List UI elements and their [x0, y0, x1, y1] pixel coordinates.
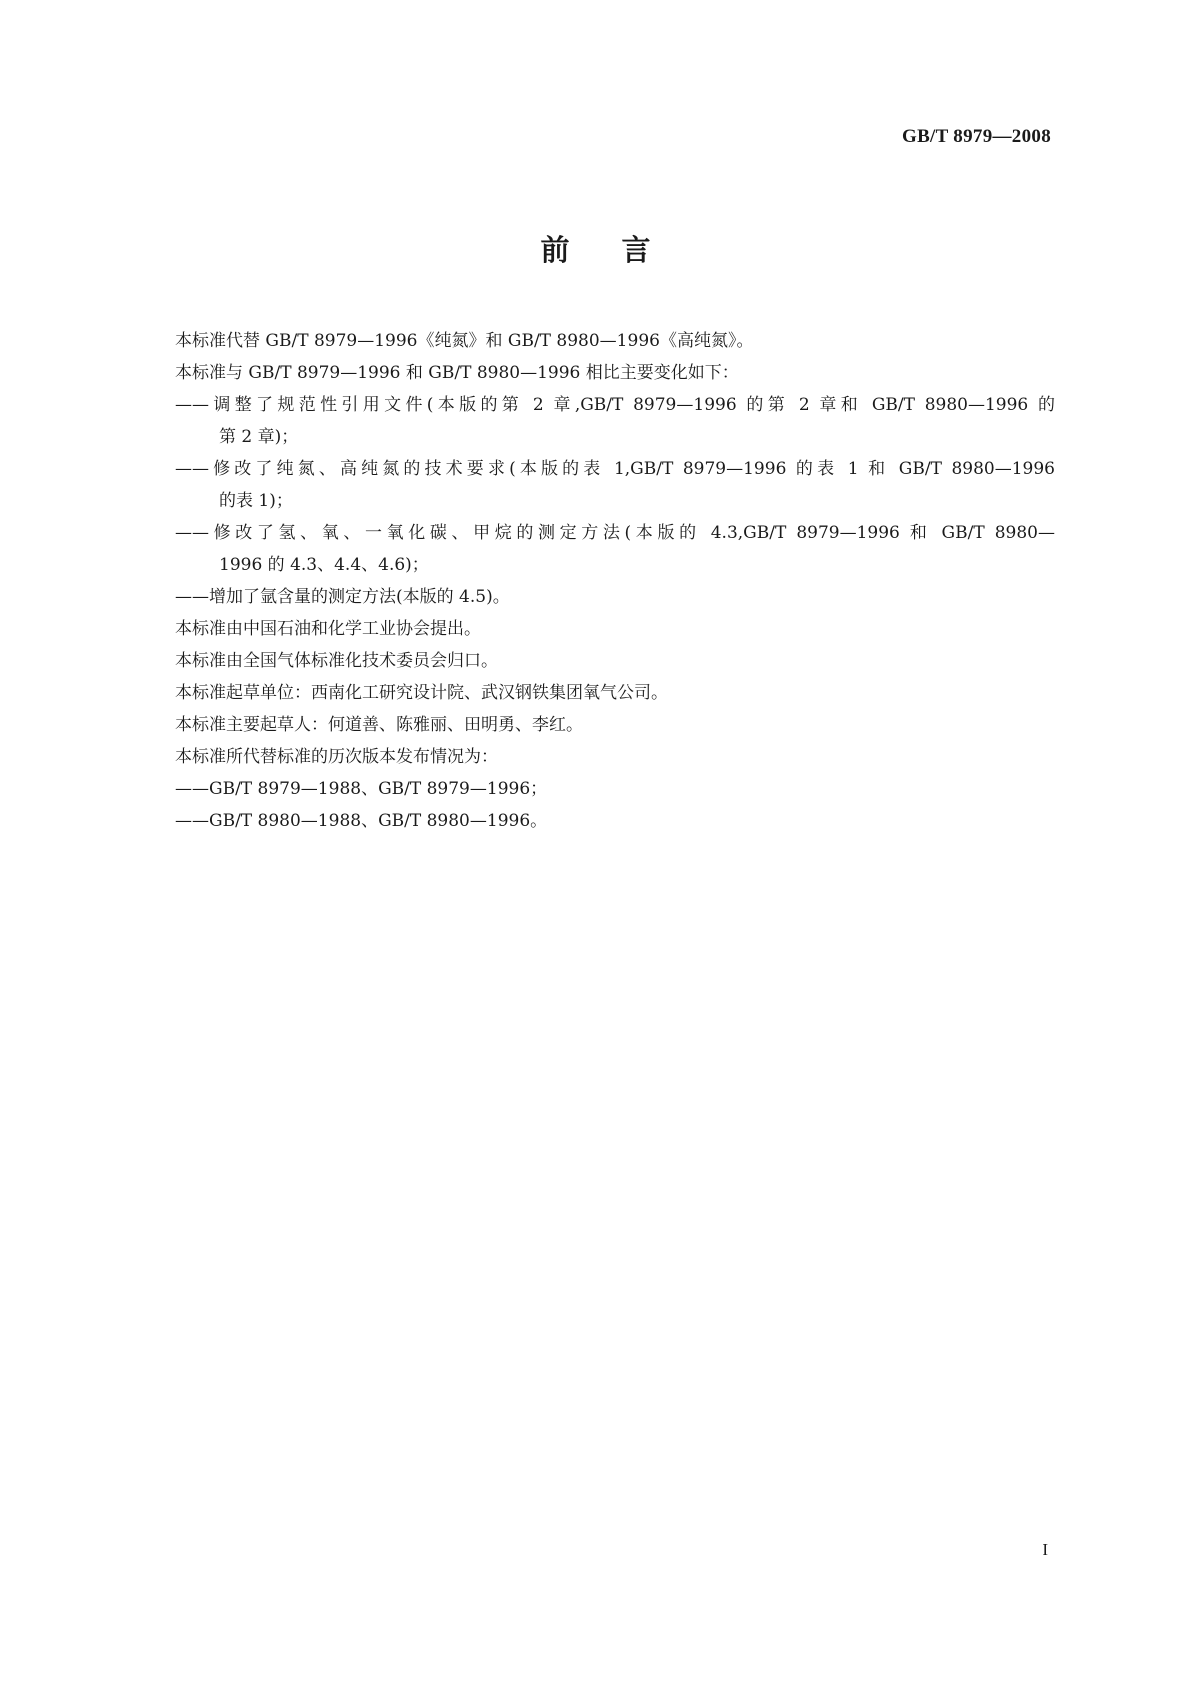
info-history-heading: 本标准所代替标准的历次版本发布情况为：	[175, 747, 498, 767]
page-number: I	[1042, 1540, 1048, 1559]
info-drafting-units: 本标准起草单位：西南化工研究设计院、武汉钢铁集团氧气公司。	[175, 683, 668, 703]
info-administrator: 本标准由全国气体标准化技术委员会归口。	[175, 651, 498, 671]
standard-code: GB/T 8979—2008	[901, 126, 1051, 147]
change-item-3-line-1: ——修改了氢、氧、一氧化碳、甲烷的测定方法(本版的 4.3,GB/T 8979—1996 和 GB/T 8980—	[175, 523, 1055, 543]
foreword-body	[175, 325, 1055, 837]
change-item-2-line-2: 的表 1)；	[219, 491, 293, 511]
history-item-1: ——GB/T 8979—1988、GB/T 8979—1996；	[175, 779, 548, 799]
change-item-2-line-1: ——修改了纯氮、高纯氮的技术要求(本版的表 1,GB/T 8979—1996 的表 1 和 GB/T 8980—1996	[175, 459, 1055, 479]
history-item-2: ——GB/T 8980—1988、GB/T 8980—1996。	[175, 811, 548, 831]
intro-paragraph-2: 本标准与 GB/T 8979—1996 和 GB/T 8980—1996 相比主要变化如下：	[175, 363, 739, 383]
change-item-1-line-1: ——调整了规范性引用文件(本版的第 2 章,GB/T 8979—1996 的第 2 章和 GB/T 8980—1996 的	[175, 395, 1055, 415]
info-proposer: 本标准由中国石油和化学工业协会提出。	[175, 619, 481, 639]
change-item-4-line-1: ——增加了氩含量的测定方法(本版的 4.5)。	[175, 587, 510, 607]
change-item-3	[175, 517, 1055, 581]
change-item-1	[175, 389, 1055, 453]
info-drafters: 本标准主要起草人：何道善、陈雅丽、田明勇、李红。	[175, 715, 583, 735]
page-title: 前言	[540, 233, 703, 267]
change-item-1-line-2: 第 2 章)；	[219, 427, 299, 447]
change-item-4	[175, 581, 1055, 613]
intro-paragraph-1: 本标准代替 GB/T 8979—1996《纯氮》和 GB/T 8980—1996《高纯氮》。	[175, 331, 754, 351]
change-item-3-line-2: 1996 的 4.3、4.4、4.6)；	[219, 555, 429, 575]
change-item-2	[175, 453, 1055, 517]
